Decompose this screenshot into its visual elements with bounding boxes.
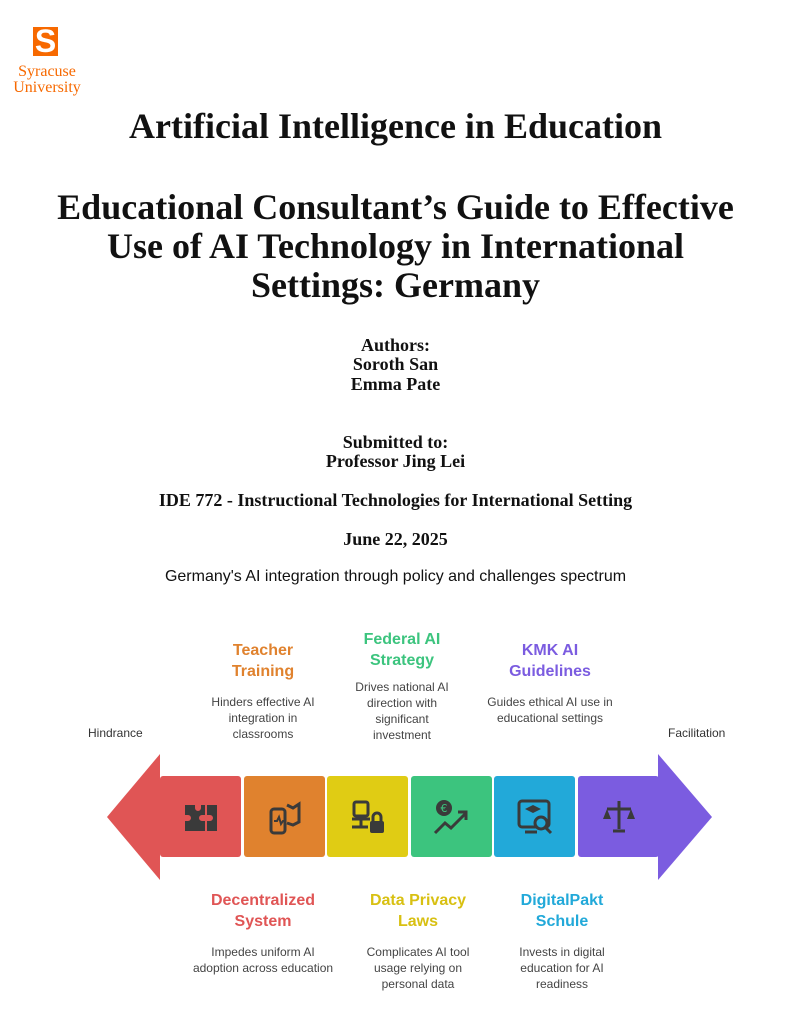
- logo-text-line1: Syracuse: [18, 63, 76, 80]
- puzzle-icon: [181, 797, 221, 837]
- logo-text-line2: University: [13, 79, 81, 96]
- mobile-book-icon: [265, 797, 305, 837]
- item-data-privacy: [343, 890, 493, 992]
- right-arrowhead: [658, 754, 712, 880]
- block-federal-strategy: [411, 776, 492, 857]
- item-title: Decentralized System: [210, 892, 316, 930]
- subtitle-line: Educational Consultant’s Guide to Effective: [57, 187, 734, 227]
- hindrance-label: Hindrance: [88, 726, 143, 740]
- item-decentralized: [188, 890, 338, 976]
- item-federal-strategy: [327, 629, 477, 743]
- education-search-icon: [515, 797, 555, 837]
- professor: Professor Jing Lei: [325, 451, 466, 471]
- item-title: Data Privacy Laws: [369, 892, 467, 930]
- authors-label: Authors:: [360, 335, 430, 355]
- item-desc: Drives national AI direction with significant investment: [355, 680, 449, 742]
- block-kmk-guidelines: [578, 776, 659, 857]
- course: IDE 772 - Instructional Technologies for International Setting: [158, 490, 633, 510]
- svg-text:€: €: [440, 801, 447, 815]
- item-desc: Impedes uniform AI adoption across education: [192, 945, 334, 975]
- item-kmk-guidelines: [475, 640, 625, 726]
- title: Artificial Intelligence in Education: [129, 106, 662, 146]
- subtitle-line: Settings: Germany: [251, 265, 540, 305]
- left-arrowhead: [107, 754, 160, 880]
- euro-growth-icon: [432, 797, 472, 837]
- item-desc: Complicates AI tool usage relying on personal data: [366, 945, 470, 991]
- item-title: Federal AI Strategy: [363, 631, 441, 669]
- block-data-privacy: [327, 776, 408, 857]
- syracuse-logo: S: [34, 23, 57, 59]
- author: Emma Pate: [350, 374, 441, 394]
- block-digitalpakt: [494, 776, 575, 857]
- facilitation-label: Facilitation: [668, 726, 726, 740]
- date: June 22, 2025: [343, 529, 448, 549]
- item-title: DigitalPakt Schule: [520, 892, 604, 930]
- item-desc: Guides ethical AI use in educational settings: [487, 695, 613, 725]
- block-teacher-training: [244, 776, 325, 857]
- item-desc: Hinders effective AI integration in classrooms: [211, 695, 315, 741]
- submitted-label: Submitted to:: [342, 432, 449, 452]
- subtitle-line: Use of AI Technology in International: [106, 226, 685, 266]
- computer-lock-icon: [348, 797, 388, 837]
- item-digitalpakt: [487, 890, 637, 992]
- item-title: KMK AI Guidelines: [509, 642, 591, 680]
- scales-icon: [599, 797, 639, 837]
- item-desc: Invests in digital education for AI readiness: [519, 945, 605, 991]
- author: Soroth San: [352, 354, 439, 374]
- diagram-caption: Germany's AI integration through policy and challenges spectrum: [164, 568, 627, 585]
- item-title: Teacher Training: [231, 642, 295, 680]
- block-decentralized: [160, 776, 241, 857]
- item-teacher-training: [188, 640, 338, 742]
